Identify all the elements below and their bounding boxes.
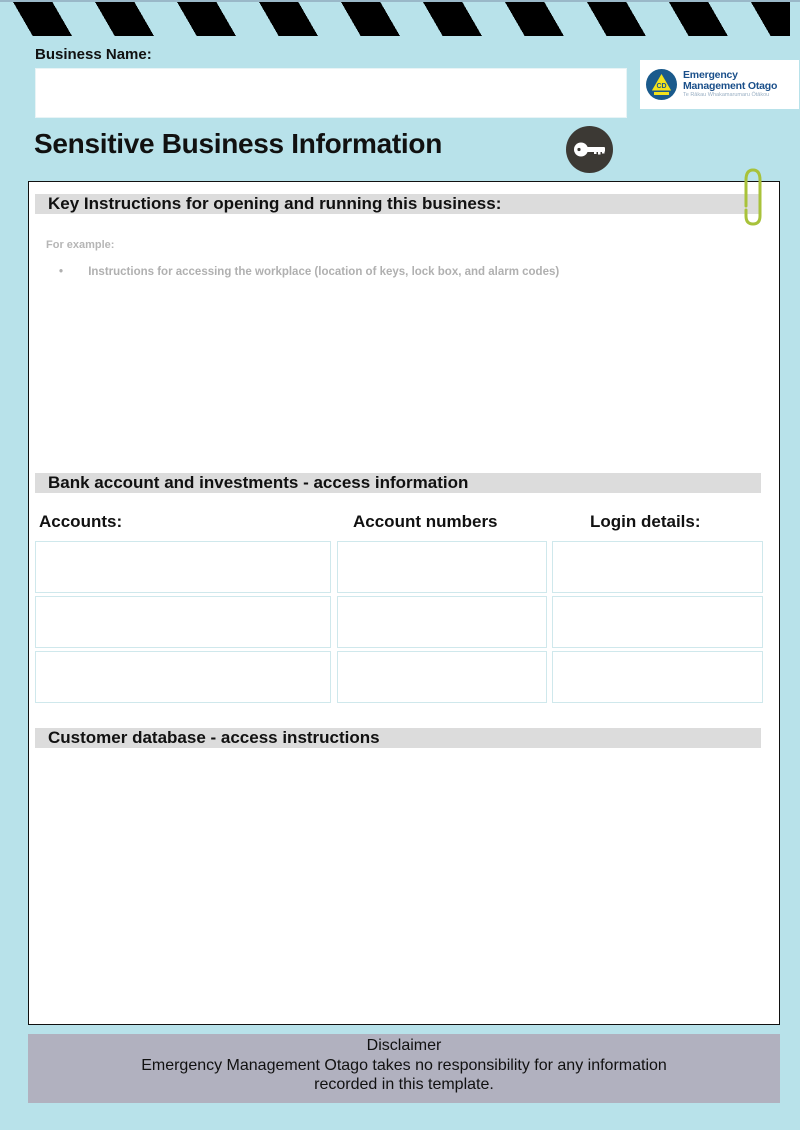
disclaimer-line-2: recorded in this template.: [314, 1076, 494, 1093]
disclaimer-line-1: Emergency Management Otago takes no responsibility for any information: [141, 1056, 667, 1074]
logo-text-tagline: Te Rākau Whakamarumaru Ōtākou: [683, 92, 770, 99]
emergency-management-otago-logo: [640, 60, 799, 109]
logo-text-line2: Management Otago: [683, 79, 778, 92]
top-edge: [0, 0, 800, 2]
disclaimer-title: Disclaimer: [366, 1037, 442, 1054]
paperclip-icon: [736, 166, 766, 228]
section-header-bank: [35, 473, 761, 493]
form-panel: [28, 181, 780, 1025]
key-instructions-textarea[interactable]: [35, 216, 761, 466]
business-name-field[interactable]: [35, 68, 627, 118]
bullet-icon: •: [59, 266, 64, 278]
svg-text:CD: CD: [656, 83, 667, 90]
login-details-cell-1[interactable]: [552, 541, 763, 593]
section-title-customer-database: Customer database - access instructions: [48, 728, 380, 747]
logo-text-line1: Emergency: [683, 69, 738, 82]
civil-defence-logo-icon: [646, 69, 677, 100]
example-bullet-text: Instructions for accessing the workplace (location of keys, lock box, and alarm codes): [88, 266, 560, 278]
section-title-key-instructions: Key Instructions for opening and running this business:: [48, 194, 502, 213]
section-title-bank: Bank account and investments - access information: [48, 473, 469, 492]
section-header-customer-database: [35, 728, 761, 748]
page-title: Sensitive Business Information: [34, 128, 442, 159]
accounts-cell-3[interactable]: [35, 651, 331, 703]
key-icon: [566, 126, 613, 173]
accounts-cell-2[interactable]: [35, 596, 331, 648]
account-number-cell-2[interactable]: [337, 596, 547, 648]
login-details-cell-3[interactable]: [552, 651, 763, 703]
account-number-cell-3[interactable]: [337, 651, 547, 703]
column-header-accounts: Accounts:: [39, 512, 123, 531]
account-number-cell-1[interactable]: [337, 541, 547, 593]
example-label: For example:: [46, 239, 115, 251]
hazard-stripe-banner: [0, 0, 800, 36]
login-details-cell-2[interactable]: [552, 596, 763, 648]
disclaimer-box: [28, 1034, 780, 1103]
customer-database-textarea[interactable]: [35, 752, 761, 1017]
business-name-label: Business Name:: [35, 46, 152, 63]
column-header-login-details: Login details:: [590, 512, 701, 531]
column-header-account-numbers: Account numbers: [353, 512, 498, 531]
accounts-cell-1[interactable]: [35, 541, 331, 593]
section-header-key-instructions: [35, 194, 761, 214]
